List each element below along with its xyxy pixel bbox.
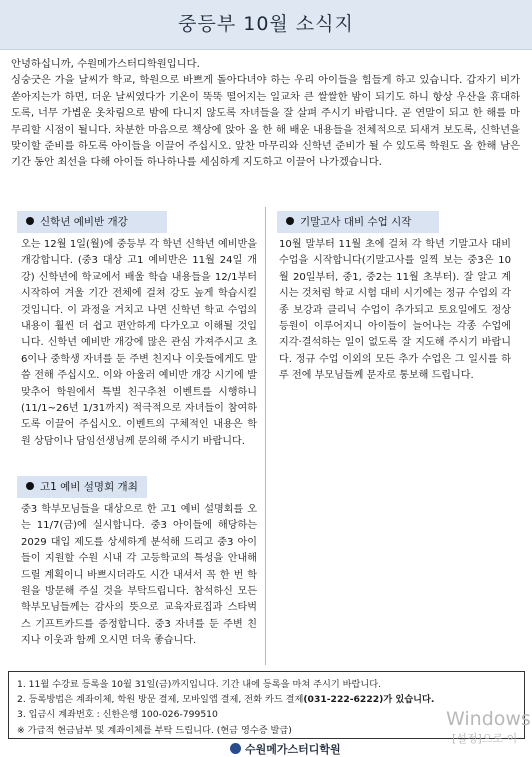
- section-header-info-session: [17, 476, 147, 498]
- intro-paragraph: 안녕하십니까, 수원메가스터디학원입니다. 싱숭굿은 가을 날씨가 학교, 학원으로 바쁘게 돌아다녀야 하는 우리 아이들을 힘들게 하고 있습니다. 갑자기 비가 쏟아지는가 하면, 더운 날씨였다가 기온이 뚝뚝 떨어지는 일교차 큰 쌀쌀한 밤이 되기도 하니 항상 우산을 휴대하도록, 너무 가볍운 옷차림으로 밤에 다니지 않도록 자녀들을 잘 살펴 주시기 바랍니다. 곧 연말이 되고 한 해를 마무리할 시점이 될니다. 차분한 마음으로 책상에 앉아 올 한 해 배운 내용들을 전체적으로 되새겨 보도록, 신학년을 맞이할 준비를 하도록 아이들을 이끌어 주십시오. 앞찬 마무리와 신학년 준비가 될 수 있도록 학원도 올 한해 남은 기간 동안 최선을 다해 아이들 하나하나를 세심하게 지도하고 이끌어 나가겠습니다.: [11, 58, 520, 169]
- notice-line-4: ※ 가급적 현금납부 및 계좌이체를 부탁 드립니다. (현금 영수증 발급): [17, 724, 292, 736]
- logo-mark-icon: [230, 743, 241, 754]
- section-body-preview-class: 오는 12월 1일(월)에 중등부 각 학년 신학년 예비반을 개강합니다. (중3 대상 고1 예비반은 11월 24일 개강) 신학년에 학교에서 배울 학습 내용들을 12/1부터 시작하여 겨울 기간 전체에 걸쳐 강도 높게 학습시킬 것입니다. 이 과정을 거치고 나면 신학년 학교 수업의 내용이 훨씬 더 쉽고 편안하게 다가오고 이해될 것입니다. 신학년 예비반 개강에 많은 관심 가져주시고 초6이나 중학생 자녀를 둔 주변 친지나 이웃들에게도 말씀 전해 주십시오. 이와 아울러 예비반 개강 시기에 발맞추어 학원에서 특별 친구추천 이벤트를 시행하니(11/1~26년 1/31까지) 적극적으로 자녀들이 참여하도록 이끌어 주십시오. 이벤트의 구체적인 내용은 학원 상담이나 담임선생님께 문의해 주시기 바랍니다.: [21, 239, 257, 447]
- notice-line-3: 3. 입금시 계좌번호 : 신한은행 100-026-799510: [17, 709, 218, 721]
- section-title: 신학년 예비반 개강: [40, 216, 128, 228]
- notice-line-2: 2. 등록방법은 계좌이체, 학원 방문 결제, 모바일앱 결제, 전화 카드 결제(031-222-6222)가 있습니다.: [17, 694, 435, 706]
- notice-line-1: 1. 11월 수강료 등록을 10월 31일(금)까지입니다. 기간 내에 등록을 마쳐 주시기 바랍니다.: [17, 679, 382, 690]
- section-title: 기말고사 대비 수업 시작: [300, 216, 412, 228]
- section-body-info-session: 중3 학부모님들을 대상으로 한 고1 예비 설명회를 오는 11/7(금)에 실시합니다. 중3 아이들에 해당하는 2029 대입 제도를 상세하게 분석해 드리고 중3 아이들이 지원할 수원 시내 각 고등학교의 특성을 안내해 드릴 계획이니 바쁘시더라도 시간 내셔서 꼭 한 번 학원을 방문해 주실 것을 부탁드립니다. 참석하신 모든 학부모님들께는 감사의 뜻으로 교육자료집과 스타벅스 기프트카드를 증정합니다. 중3 자녀를 둔 주변 친지나 이웃과 함께 오시면 더욱 좋습니다.: [21, 504, 257, 647]
- bullet-icon: [286, 217, 294, 225]
- section-header-exam-prep: [277, 211, 439, 233]
- section-header-preview-class: [17, 211, 167, 233]
- section-body-exam-prep: 10월 말부터 11월 초에 걸쳐 각 학년 기말고사 대비 수업을 시작합니다(기말고사를 일찍 보는 중3은 10월 20일부터, 중1, 중2는 11월 초부터). 잘 알고 계시는 것처럼 학교 시험 대비 시기에는 정규 수업외 각종 보강과 클리닉 수업이 추가되고 토요일에도 정상 등원이 이루어지니 아이들이 늘어나는 각종 수업에 지각·결석하는 일이 없도록 잘 지도해 주시기 바랍니다. 정규 수업 이외의 모든 추가 수업은 그 일시를 하루 전에 부모님들께 문자로 통보해 드립니다.: [279, 239, 511, 382]
- activation-watermark: Windows: [446, 708, 531, 730]
- page-title: 중등부 10월 소식지: [178, 13, 354, 35]
- activation-watermark-sub: [설정]으로 이: [452, 732, 518, 745]
- bullet-icon: [26, 482, 34, 490]
- section-title: 고1 예비 설명회 개최: [40, 481, 138, 493]
- footer-logo: 수원메가스터디학원: [230, 741, 341, 757]
- column-divider: [265, 207, 266, 665]
- bullet-icon: [26, 217, 34, 225]
